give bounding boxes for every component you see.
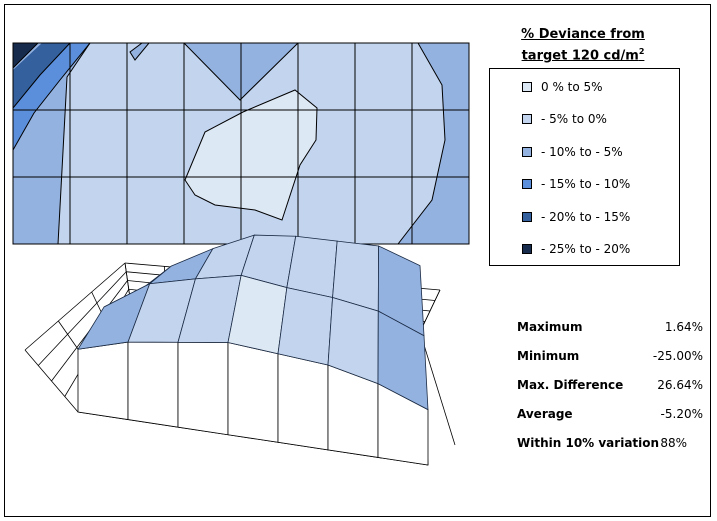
stat-within-variation	[517, 436, 703, 452]
legend-item	[522, 80, 603, 94]
legend-item-label: - 25% to - 20%	[541, 242, 631, 256]
front-skirt	[128, 342, 178, 427]
legend-swatch-3	[522, 179, 532, 189]
legend-title-line2-text: target 120 cd/m	[521, 48, 639, 64]
legend-swatch-2	[522, 147, 532, 157]
legend-swatch-4	[522, 212, 532, 222]
legend-swatch-1	[522, 114, 532, 124]
legend-item-label: - 15% to - 10%	[541, 177, 631, 191]
stat-label: Max. Difference	[517, 378, 624, 392]
front-skirt	[278, 354, 328, 450]
legend-item	[522, 210, 630, 224]
stat-label: Within 10% variation	[517, 436, 660, 450]
legend-item-label: 0 % to 5%	[541, 80, 603, 94]
legend-item-label: - 5% to 0%	[541, 112, 607, 126]
legend-item	[522, 112, 607, 126]
stat-label: Average	[517, 407, 573, 421]
front-skirt	[178, 342, 228, 434]
legend-title	[500, 26, 666, 64]
legend-title-line2	[500, 43, 666, 64]
stat-value: -25.00%	[652, 349, 703, 363]
stat-value: 88%	[660, 436, 687, 450]
legend-swatch-5	[522, 244, 532, 254]
stat-average	[517, 407, 703, 423]
legend-item	[522, 242, 630, 256]
front-skirt	[78, 342, 128, 419]
legend-title-superscript: 2	[638, 47, 645, 56]
surface-cell	[278, 288, 333, 365]
legend-item-label: - 10% to - 5%	[541, 145, 623, 159]
front-skirt	[228, 342, 278, 442]
legend-item-label: - 20% to - 15%	[541, 210, 631, 224]
stat-max-difference	[517, 378, 703, 394]
left-wall-grid-line	[25, 350, 78, 412]
legend-item	[522, 177, 630, 191]
legend-item	[522, 145, 623, 159]
legend	[489, 68, 680, 266]
stat-value: -5.20%	[660, 407, 703, 421]
stat-label: Maximum	[517, 320, 583, 334]
legend-swatch-0	[522, 82, 532, 92]
stat-maximum	[517, 320, 703, 336]
stat-label: Minimum	[517, 349, 580, 363]
surface-cell	[287, 236, 337, 297]
stat-value: 26.64%	[657, 378, 703, 392]
stat-value: 1.64%	[664, 320, 703, 334]
stat-minimum	[517, 349, 703, 365]
legend-title-line1: % Deviance from	[521, 27, 645, 42]
